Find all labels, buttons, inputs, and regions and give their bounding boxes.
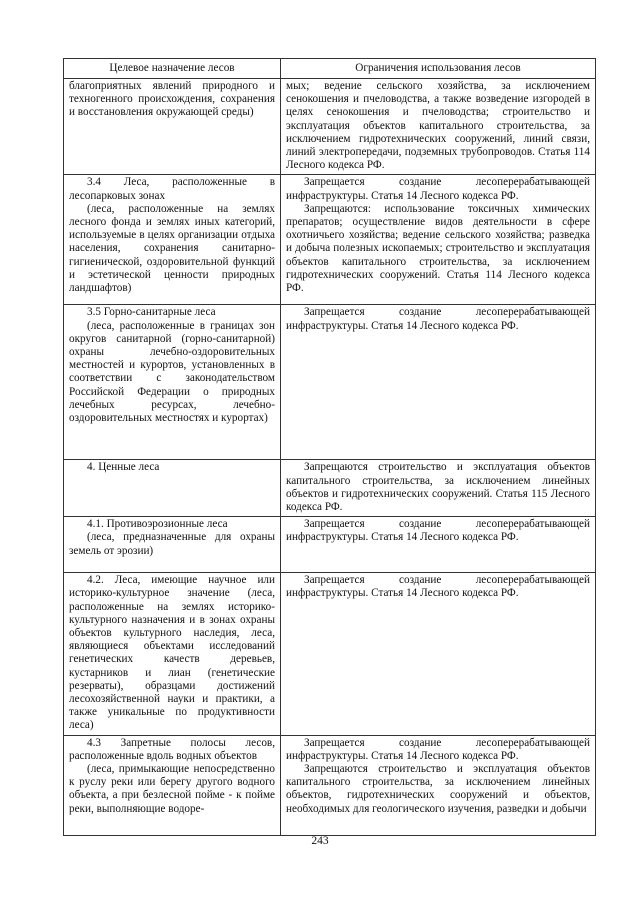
restriction-paragraph: Запрещаются строительство и эксплуатация объектов капитального строительства, за исключением линейных объектов, гидротехнических сооружений и объектов, необходимых для геологического изучения, разведки и добычи: [286, 763, 590, 815]
page-number: 243: [311, 835, 329, 847]
purpose-cell: [64, 573, 281, 735]
restriction-paragraph: Запрещается создание лесоперерабатывающей инфраструктуры. Статья 14 Лесного кодекса РФ.: [286, 306, 590, 332]
purpose-paragraph: 3.5 Горно-санитарные леса: [87, 306, 216, 319]
purpose-cell: [64, 175, 281, 305]
header-restrictions: Ограничения использования лесов: [281, 59, 596, 79]
restrictions-cell: [281, 79, 596, 175]
purpose-paragraph: 3.4 Леса, расположенные в лесопарковых зонах: [69, 176, 275, 202]
table-row: [64, 517, 596, 573]
purpose-paragraph: (леса, примыкающие непосредственно к руслу реки или берегу другого водного объекта, а при безлесной пойме - к пойме реки, выполняющие водоре-: [69, 763, 275, 815]
table-row: [64, 735, 596, 835]
table-row: [64, 175, 596, 305]
purpose-paragraph: (леса, расположенные в границах зон округов санитарной (горно-санитарной) охраны лечебно-оздоровительных местностей и курортов, установленных в соответствии с законодательством Российской Федерации о природных лечебных ресурсах, лечебно-оздоровительных местностях и курортах): [69, 319, 275, 425]
restrictions-cell: [281, 517, 596, 573]
purpose-paragraph: 4.2. Леса, имеющие научное или историко-культурное значение (леса, расположенные на землях историко-культурного назначения и в зонах охраны объектов культурного наследия, леса, являющиеся объектами исследований генетических качеств деревьев, кустарников и лиан (генетические резерваты), образцами достижений лесохозяйственной науки и практики, а также уникальные по продуктивности леса): [69, 574, 275, 732]
restrictions-cell: [281, 573, 596, 735]
purpose-cell: [64, 735, 281, 835]
forest-restrictions-table: [63, 58, 596, 836]
purpose-paragraph: 4. Ценные леса: [87, 461, 160, 474]
restriction-paragraph: Запрещается создание лесоперерабатывающей инфраструктуры. Статья 14 Лесного кодекса РФ.: [286, 574, 590, 600]
purpose-paragraph: (леса, предназначенные для охраны земель от эрозии): [69, 531, 275, 557]
table-header-row: [64, 59, 596, 79]
purpose-cell: [64, 305, 281, 460]
purpose-paragraph: благоприятных явлений природного и техногенного происхождения, сохранения и восстановления окружающей среды): [69, 80, 275, 119]
restriction-paragraph: Запрещается создание лесоперерабатывающей инфраструктуры. Статья 14 Лесного кодекса РФ.: [286, 176, 590, 202]
restrictions-cell: [281, 305, 596, 460]
table-row: [64, 460, 596, 517]
restriction-paragraph: Запрещаются строительство и эксплуатация объектов капитального строительства, за исключением линейных объектов и гидротехнических сооружений. Статья 115 Лесного кодекса РФ.: [286, 461, 590, 514]
restriction-paragraph: Запрещаются: использование токсичных химических препаратов; осуществление видов деятельности в сфере охотничьего хозяйства; ведение сельского хозяйства; разведка и добыча полезных ископаемых; строительство и эксплуатация объектов капитального строительства, за исключением гидротехнических сооружений. Статья 114 Лесного кодекса РФ.: [286, 202, 590, 295]
table-row: [64, 305, 596, 460]
purpose-cell: [64, 460, 281, 517]
restrictions-cell: [281, 735, 596, 835]
table-row: [64, 79, 596, 175]
purpose-cell: [64, 79, 281, 175]
restriction-paragraph: Запрещается создание лесоперерабатывающей инфраструктуры. Статья 14 Лесного кодекса РФ.: [286, 518, 590, 544]
purpose-paragraph: (леса, расположенные на землях лесного фонда и землях иных категорий, используемые в целях организации отдыха населения, сохранения санитарно-гигиенической, оздоровительной функций и эстетической ценности природных ландшафтов): [69, 202, 275, 295]
table-row: [64, 573, 596, 735]
purpose-cell: [64, 517, 281, 573]
restriction-paragraph: Запрещается создание лесоперерабатывающей инфраструктуры. Статья 14 Лесного кодекса РФ.: [286, 736, 590, 762]
restrictions-cell: [281, 460, 596, 517]
restrictions-cell: [281, 175, 596, 305]
header-purpose: Целевое назначение лесов: [64, 59, 281, 79]
purpose-paragraph: 4.3 Запретные полосы лесов, расположенные вдоль водных объектов: [69, 736, 275, 762]
restriction-paragraph: мых; ведение сельского хозяйства, за исключением сенокошения и пчеловодства, а также возведение изгородей в целях сенокошения и пчеловодства; строительство и эксплуатация объектов капитального строительства, за исключением гидротехнических сооружений, линий связи, линий электропередачи, подземных трубопроводов. Статья 114 Лесного кодекса РФ.: [286, 80, 590, 172]
purpose-paragraph: 4.1. Противоэрозионные леса: [87, 518, 228, 531]
